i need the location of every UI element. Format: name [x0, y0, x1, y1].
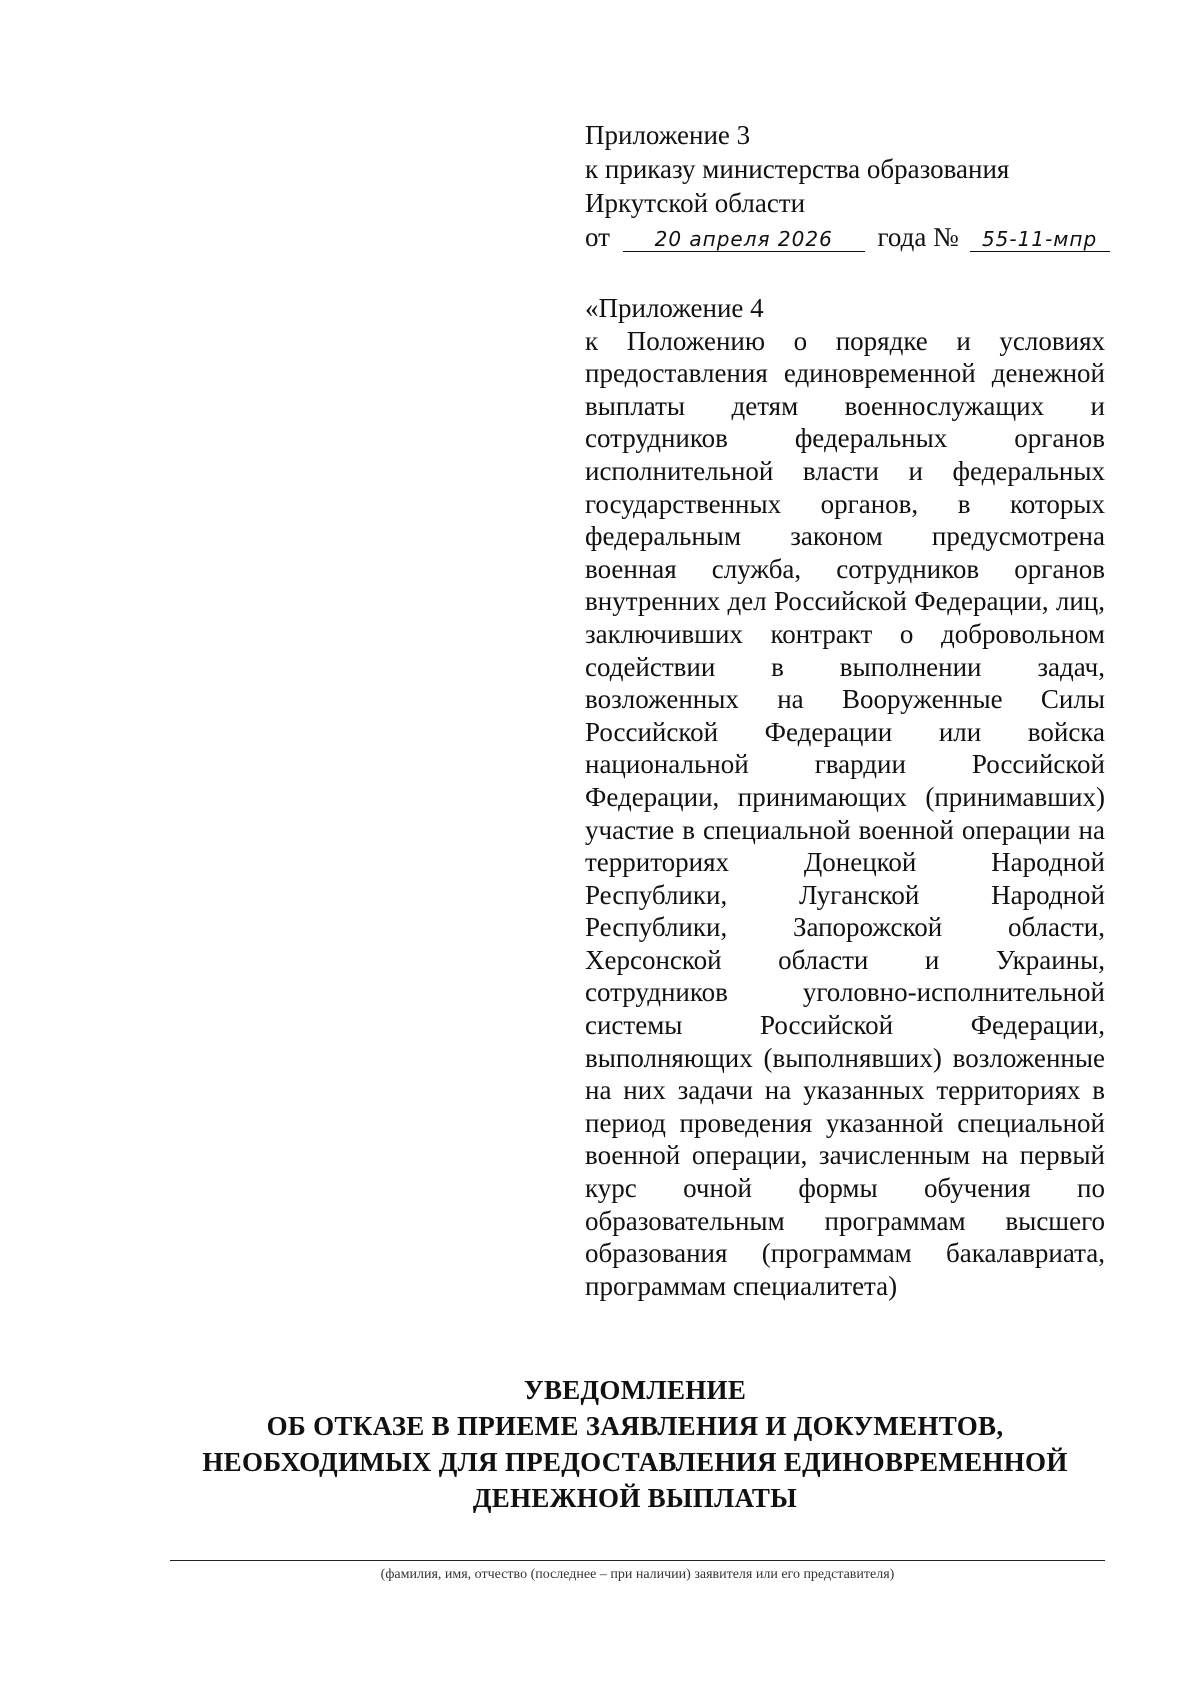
title-line-2: ОБ ОТКАЗЕ В ПРИЕМЕ ЗАЯВЛЕНИЯ И ДОКУМЕНТОВ, [266, 1411, 1004, 1441]
appendix-4-text: к Положению о порядке и условиях предоставления единовременной денежной выплаты детям военнослужащих и сотрудников федеральных органов исполнительной власти и федеральных государственных органов, в которых федеральным законом предусмотрена военная служба, сотрудников органов внутренних дел Российской Федерации, лиц, заключивших контракт о добровольном содействии в выполнении задач, возложенных на Вооруженные Силы Российской Федерации или войска национальной гвардии Российской Федерации, принимающих (принимавших) участие в специальной военной операции на территориях Донецкой Народной Республики, Луганской Народной Республики, Запорожской области, Херсонской области и Украины, сотрудников уголовно-исполнительной системы Российской Федерации, выполняющих (выполнявших) возложенные на них задачи на указанных территориях в период проведения указанной специальной военной операции, зачисленным на первый курс очной формы обучения по образовательным программам высшего образования (программам бакалавриата, программам специалитета) [585, 325, 1105, 1301]
appendix-header [585, 118, 1105, 254]
region-name: Иркутской области [585, 188, 806, 218]
appendix-4-block [585, 292, 1105, 1302]
handwritten-date: 20 апреля 2026 [623, 227, 865, 252]
applicant-name-line [170, 1560, 1105, 1561]
date-prefix: от [585, 222, 610, 252]
handwritten-order-number: 55-11-мпр [970, 227, 1110, 252]
title-line-1: УВЕДОМЛЕНИЕ [523, 1375, 747, 1405]
appendix-3-label: Приложение 3 [585, 120, 751, 150]
document-title [100, 1372, 1170, 1516]
title-line-3: НЕОБХОДИМЫХ ДЛЯ ПРЕДОСТАВЛЕНИЯ ЕДИНОВРЕМЕННОЙ [202, 1447, 1068, 1477]
number-prefix: года № [877, 222, 959, 252]
appendix-4-title: «Приложение 4 [585, 293, 764, 323]
applicant-name-caption: (фамилия, имя, отчество (последнее – при наличии) заявителя или его представителя) [380, 1567, 895, 1582]
order-reference: к приказу министерства образования [585, 154, 1010, 184]
order-date-line [585, 220, 1105, 254]
title-line-4: ДЕНЕЖНОЙ ВЫПЛАТЫ [472, 1483, 798, 1513]
